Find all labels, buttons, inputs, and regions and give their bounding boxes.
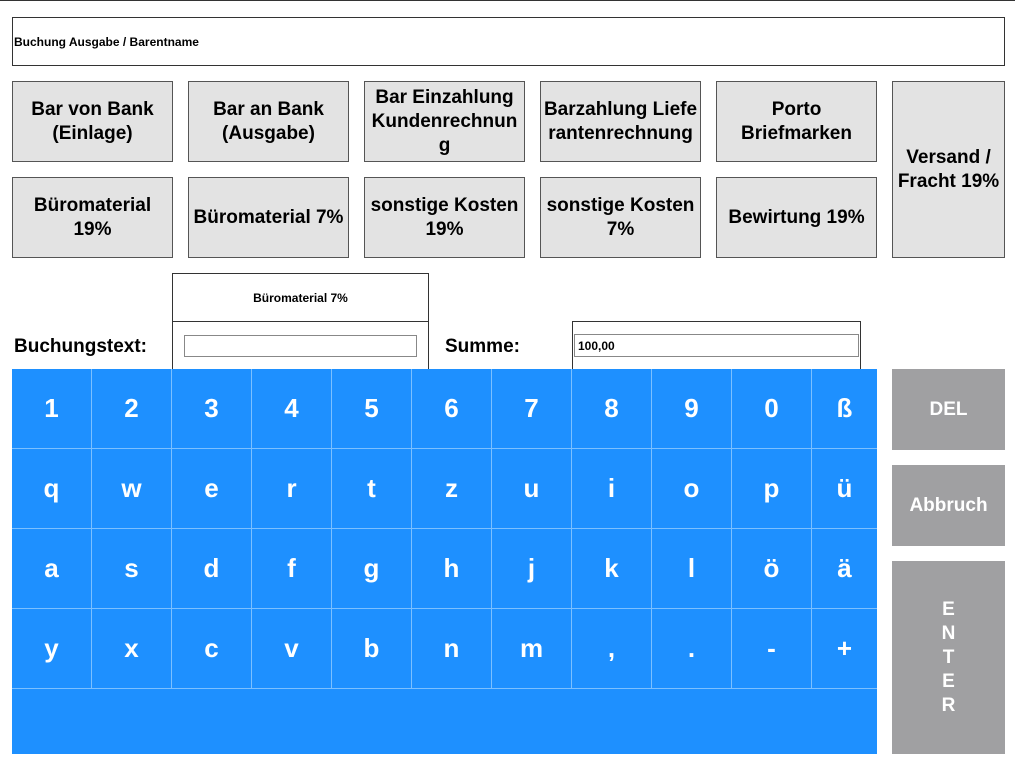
key-2-10[interactable]: p (732, 449, 812, 529)
category-button-versand[interactable]: Versand / Fracht 19% (892, 81, 1005, 258)
enter-letter: N (941, 622, 956, 644)
key-1-8[interactable]: 8 (572, 369, 652, 449)
category-button-bar-von-bank[interactable]: Bar von Bank (Einlage) (12, 81, 173, 162)
key-1-11[interactable]: ß (812, 369, 877, 449)
key-1-1[interactable]: 1 (12, 369, 92, 449)
key-1-5[interactable]: 5 (332, 369, 412, 449)
key-3-6[interactable]: h (412, 529, 492, 609)
buchungstext-label: Buchungstext: (14, 336, 147, 357)
abbruch-button[interactable]: Abbruch (892, 465, 1005, 546)
buchungstext-field-frame (172, 321, 429, 369)
category-button-barzahlung[interactable]: Barzahlung Lieferantenrechnung (540, 81, 701, 162)
key-1-10[interactable]: 0 (732, 369, 812, 449)
key-1-6[interactable]: 6 (412, 369, 492, 449)
category-button-bar-an-bank[interactable]: Bar an Bank (Ausgabe) (188, 81, 349, 162)
key-1-9[interactable]: 9 (652, 369, 732, 449)
key-3-9[interactable]: l (652, 529, 732, 609)
key-2-8[interactable]: i (572, 449, 652, 529)
key-2-11[interactable]: ü (812, 449, 877, 529)
key-3-3[interactable]: d (172, 529, 252, 609)
key-4-5[interactable]: b (332, 609, 412, 689)
key-3-11[interactable]: ä (812, 529, 877, 609)
summe-input[interactable] (574, 334, 859, 357)
enter-button[interactable] (892, 561, 1005, 754)
selected-category-label: Büromaterial 7% (253, 290, 348, 305)
key-2-4[interactable]: r (252, 449, 332, 529)
summe-label: Summe: (445, 336, 520, 357)
key-4-2[interactable]: x (92, 609, 172, 689)
key-2-5[interactable]: t (332, 449, 412, 529)
key-2-2[interactable]: w (92, 449, 172, 529)
key-3-7[interactable]: j (492, 529, 572, 609)
key-2-6[interactable]: z (412, 449, 492, 529)
key-3-8[interactable]: k (572, 529, 652, 609)
category-button-bar-einzahlung[interactable]: Bar Einzahlung Kundenrechnung (364, 81, 525, 162)
key-4-10[interactable]: - (732, 609, 812, 689)
key-1-7[interactable]: 7 (492, 369, 572, 449)
category-button-sonstige-19[interactable]: sonstige Kosten 19% (364, 177, 525, 258)
category-button-bueromaterial-7[interactable]: Büromaterial 7% (188, 177, 349, 258)
category-button-porto[interactable]: Porto Briefmarken (716, 81, 877, 162)
summe-field-frame (572, 321, 861, 369)
enter-button-label (942, 598, 956, 718)
key-2-9[interactable]: o (652, 449, 732, 529)
key-2-1[interactable]: q (12, 449, 92, 529)
key-4-11[interactable]: + (812, 609, 877, 689)
selected-category-display (172, 273, 429, 321)
key-1-2[interactable]: 2 (92, 369, 172, 449)
enter-letter: R (941, 694, 956, 716)
key-3-2[interactable]: s (92, 529, 172, 609)
category-button-sonstige-7[interactable]: sonstige Kosten 7% (540, 177, 701, 258)
on-screen-keyboard (12, 369, 877, 754)
key-4-8[interactable]: , (572, 609, 652, 689)
key-3-10[interactable]: ö (732, 529, 812, 609)
title-bar (12, 17, 1005, 66)
key-1-3[interactable]: 3 (172, 369, 252, 449)
key-4-3[interactable]: c (172, 609, 252, 689)
enter-letter: T (942, 646, 955, 668)
key-4-1[interactable]: y (12, 609, 92, 689)
key-3-5[interactable]: g (332, 529, 412, 609)
buchungstext-input[interactable] (184, 335, 417, 357)
key-2-7[interactable]: u (492, 449, 572, 529)
key-4-6[interactable]: n (412, 609, 492, 689)
key-4-9[interactable]: . (652, 609, 732, 689)
del-button[interactable]: DEL (892, 369, 1005, 450)
key-1-4[interactable]: 4 (252, 369, 332, 449)
key-3-4[interactable]: f (252, 529, 332, 609)
enter-letter: E (942, 670, 955, 692)
key-2-3[interactable]: e (172, 449, 252, 529)
category-button-bueromaterial-19[interactable]: Büromaterial 19% (12, 177, 173, 258)
page-title: Buchung Ausgabe / Barentname (14, 34, 199, 49)
category-button-bewirtung[interactable]: Bewirtung 19% (716, 177, 877, 258)
key-4-4[interactable]: v (252, 609, 332, 689)
key-3-1[interactable]: a (12, 529, 92, 609)
key-4-7[interactable]: m (492, 609, 572, 689)
enter-letter: E (942, 598, 955, 620)
top-border (0, 0, 1015, 1)
